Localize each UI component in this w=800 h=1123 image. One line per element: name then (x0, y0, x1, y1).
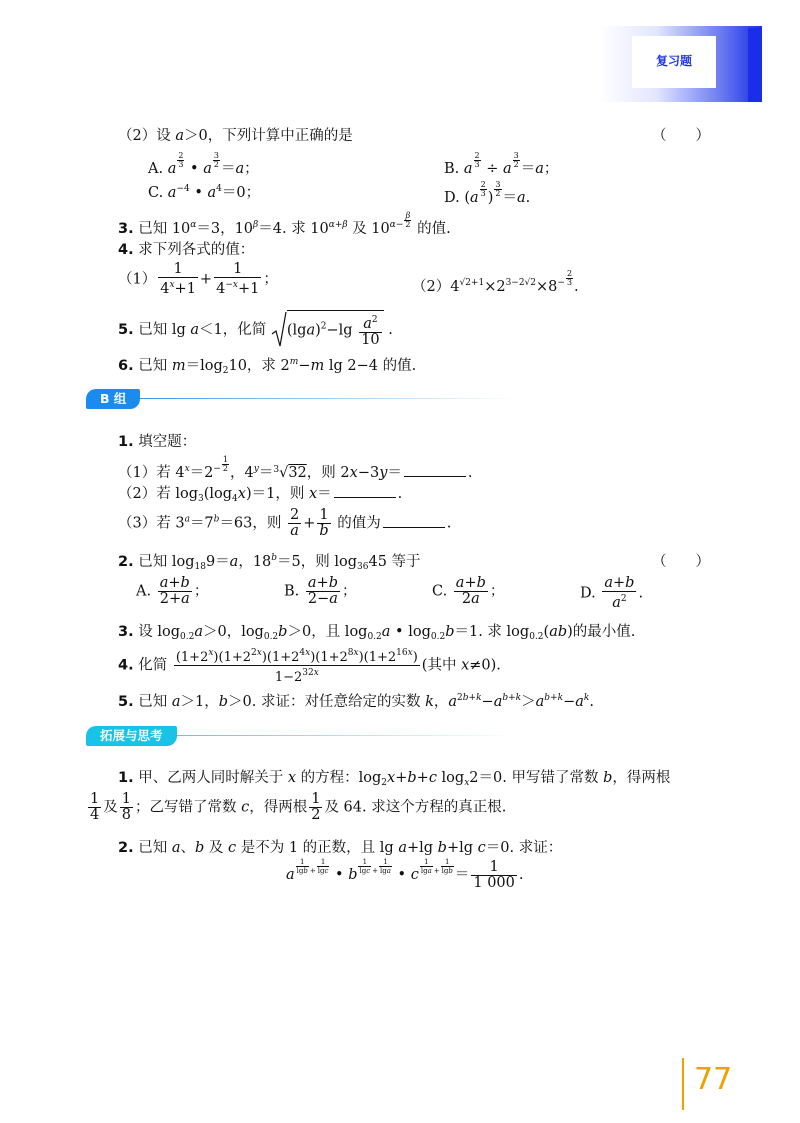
option-b: B. a $\frac{2}{3}$ ÷ a $\frac{3}{2}$ ＝a； (444, 151, 559, 177)
group-b-question-1-sub-1: （1）若 $4^x=2^{- \frac{1}{2}}$ ，$4^y=^3√32$，则 2x−3y＝ . (118, 455, 473, 481)
extension-question-2-line-1: 2. 已知 a、b 及 c 是不为 1 的正数，且 lg a+lg b+lg c＝0. 求证： (118, 840, 563, 856)
group-b-option-b: B. $\frac{a+b}{2-a}$ ； (284, 575, 357, 607)
group-b-tag: B 组 (86, 389, 140, 409)
question-2-paren: （ ） (652, 128, 710, 144)
group-b-option-c: C. $\frac{a+b}{2a}$ ； (432, 575, 505, 607)
group-b-option-a: A. $\frac{a+b}{2+a}$ ； (136, 575, 209, 607)
question-4-sub-1: （1） $\frac{1}{4^x+1}$ + $\frac{1}{4^{-x}+1}$ ； (118, 261, 278, 297)
group-b-question-2-paren: （ ） (652, 554, 710, 570)
sqrt-expression: $(\lg a)^2-\lg$ $\frac{a^2}{10}$ (271, 310, 384, 350)
question-2-label: （2）设 a＞0，下列计算中正确的是 (118, 128, 353, 144)
question-4-sub-2: $(2)4^{√2+1}\times 2^{3-2√2}\times 8^{- \frac{2}{3}}$ . (412, 269, 579, 295)
option-d: D. (a $\frac{2}{3}$ ) $\frac{3}{2}$ ＝a. (444, 180, 531, 206)
group-b-question-2: 2. 已知 $\log_{18}9=a$，$18^b=5$，则 $\log_{36}45$ 等于 (118, 553, 421, 572)
option-c: C. $a^{-4}$ • $a^4=0$； (148, 184, 261, 201)
group-b-option-d: D. $\frac{a+b}{a^2}$ . (580, 575, 644, 611)
header-title: 复习题 (655, 54, 692, 68)
page-number-rule (682, 1058, 684, 1110)
group-b-question-1: 1. 填空题： (118, 434, 197, 450)
group-b-question-5: 5. 已知 a＞1，b＞0. 求证：对任意给定的实数 k，$a^{2b+k}-a^{b+k}>a^{b+k}-a^k$. (118, 693, 594, 710)
question-4: 4. 求下列各式的值： (118, 242, 255, 258)
extension-question-1-line-1: 1. 甲、乙两人同时解关于 x 的方程：$\log_2x+b+c$ $\log_x2=0$. 甲写错了常数 b，得两根 (118, 770, 671, 788)
header-accent-bar (748, 28, 762, 102)
page-number: 77 (694, 1062, 733, 1097)
group-b-question-1-sub-3: （3）若 $3^a=7^b=63$，则 $\frac{2}{a}$ + $\frac{1}{b}$ 的值为 . (118, 507, 452, 539)
group-b-question-1-sub-2: （2）若 $\log_3(\log_4x)=1$，则 x＝ . (118, 486, 403, 504)
extension-tag: 拓展与思考 (86, 726, 177, 746)
group-b-question-4: 4. 化简 $\frac{(1+2^x)(1+2^{2x})(1+2^{4x})(1+2^{8x})(1+2^{16x})}{1-2^{32x}}$ (其中 x≠0). (118, 648, 501, 685)
extension-question-1-line-2: $\frac{1}{4}$ 及 $\frac{1}{8}$ ；乙写错了常数 c，得两根 $\frac{1}{2}$ 及 64. 求这个方程的真正根. (90, 791, 507, 823)
question-3: 3. 已知 $10^\alpha=3$，$10^\beta=4$. 求 $10^{\alpha+\beta}$ 及 $10^{\alpha- \frac{\beta}{2}}$ 的值. (118, 211, 451, 237)
question-6: 6. 已知 $m=\log_210$，求 $2^m-m$ lg 2−4 的值. (118, 357, 417, 376)
sqrt-sign-icon (271, 310, 287, 350)
option-a: A. a $\frac{2}{3}$ • a $\frac{3}{2}$ ＝a； (148, 151, 259, 177)
extension-question-2-formula: a $\frac{1}{\lg b}$ + $\frac{1}{\lg c}$ • b $\frac{1}{\lg c}$ + $\frac{1}{\lg a}$ • c $\frac{1}{\lg a}$ + $\frac{1}{\lg b}$ ＝ $\frac{1}{1 000}$ . (286, 858, 524, 891)
question-5: 5. 已知 lg a＜1，化简 $(\lg a)^2-\lg$ $\frac{a^2}{10}$ . (118, 310, 393, 350)
group-b-divider (86, 398, 516, 399)
group-b-question-3: 3. 设 $\log_{0.2}a>0$，$\log_{0.2}b>0$，且 $\log_{0.2}a$ • $\log_{0.2}b=1$. 求 $\log_{0.2}(ab)$的最小值. (118, 624, 636, 642)
